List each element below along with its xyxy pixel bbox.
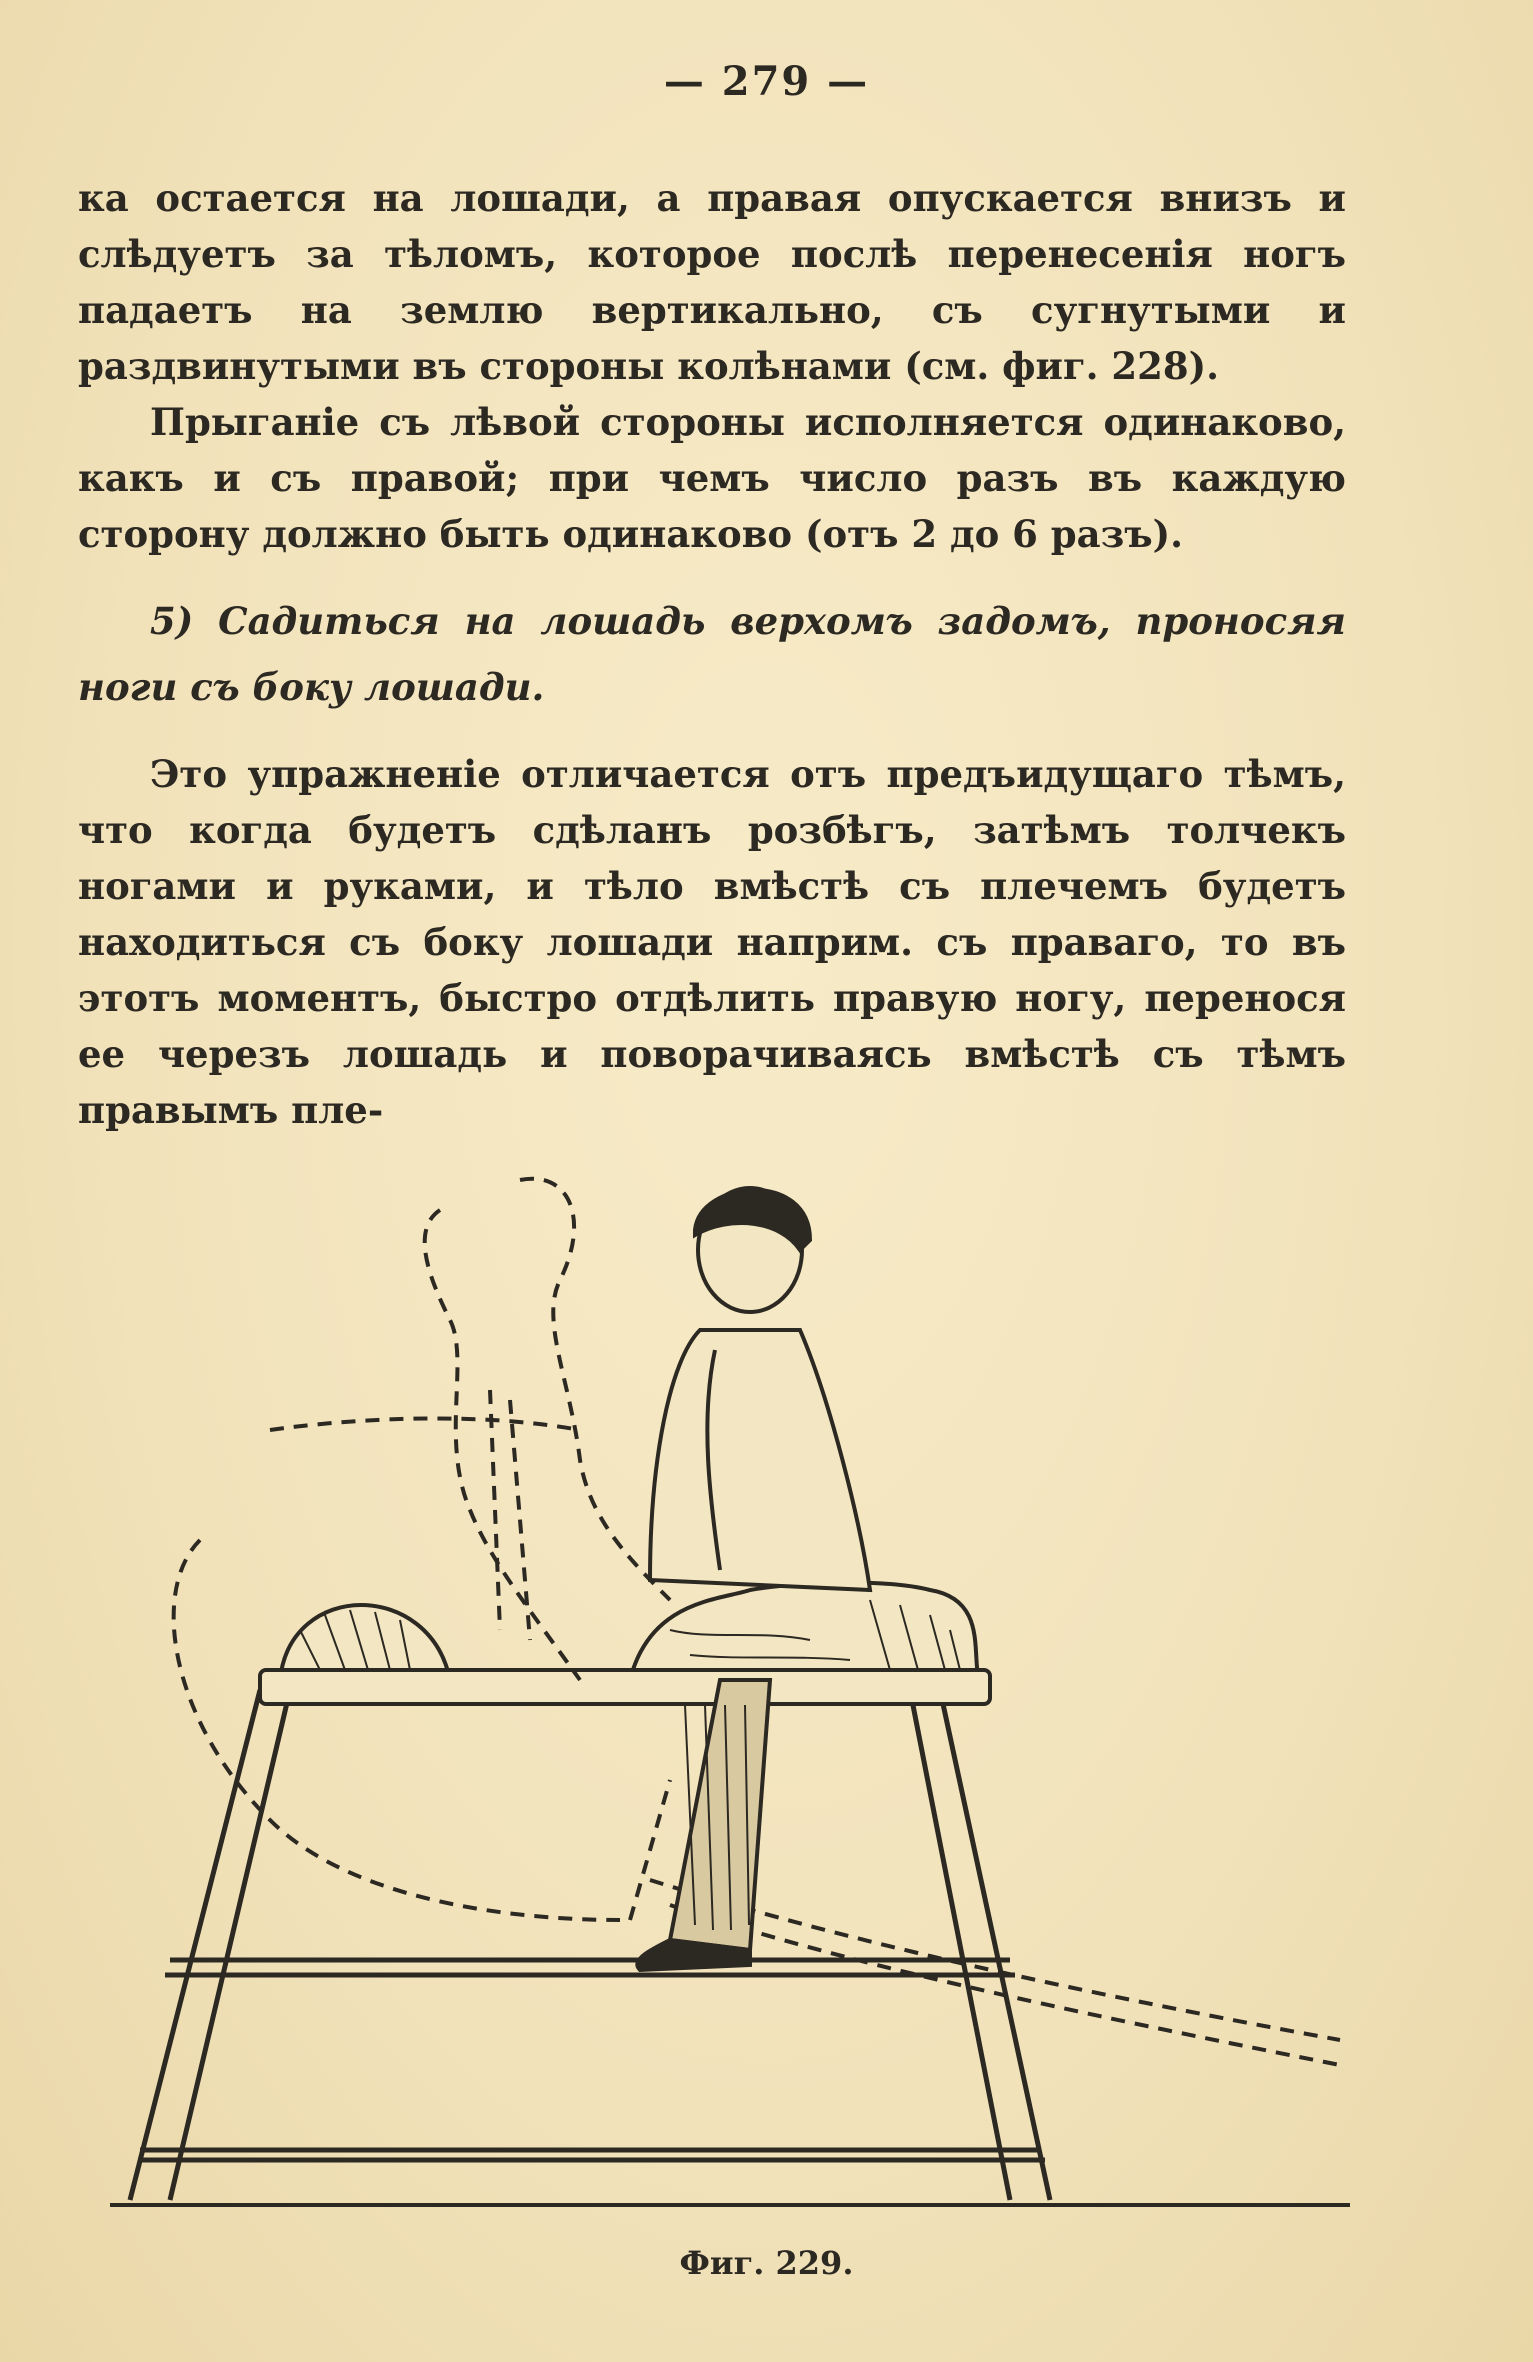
vaulting-horse-illustration xyxy=(110,1160,1360,2230)
body-text xyxy=(78,170,1346,1138)
paragraph-left-side: Прыганіе съ лѣвой стороны исполняется одинаково, какъ и съ правой; при чемъ число разъ въ каждую сторону должно быть одинаково (отъ 2 до 6 разъ). xyxy=(78,400,1346,556)
figure-vaulting-horse xyxy=(110,1160,1360,2230)
page-number: — 279 — xyxy=(663,58,870,105)
paragraph-exercise-description: Это упражненіе отличается отъ предъидущаго тѣмъ, что когда будетъ сдѣланъ розбѣгъ, затѣмъ толчекъ ногами и руками, и тѣло вмѣстѣ съ плечемъ будетъ находиться съ боку лошади наприм. съ праваго, то въ этотъ моментъ, быстро отдѣлить правую ногу, перенося ее черезъ лошадь и поворачиваясь вмѣстѣ съ тѣмъ правымъ пле- xyxy=(78,752,1346,1132)
exercise-heading: 5) Садиться на лошадь верхомъ задомъ, проносяя ноги съ боку лошади. xyxy=(78,599,1346,709)
figure-caption: Фиг. 229. xyxy=(679,2244,854,2282)
paragraph-continuation: ка остается на лошади, а правая опускается внизъ и слѣдуетъ за тѣломъ, которое послѣ перенесенія ногъ падаетъ на землю вертикально, съ сугнутыми и раздвинутыми въ стороны колѣнами (см. фиг. 228). xyxy=(78,176,1346,388)
